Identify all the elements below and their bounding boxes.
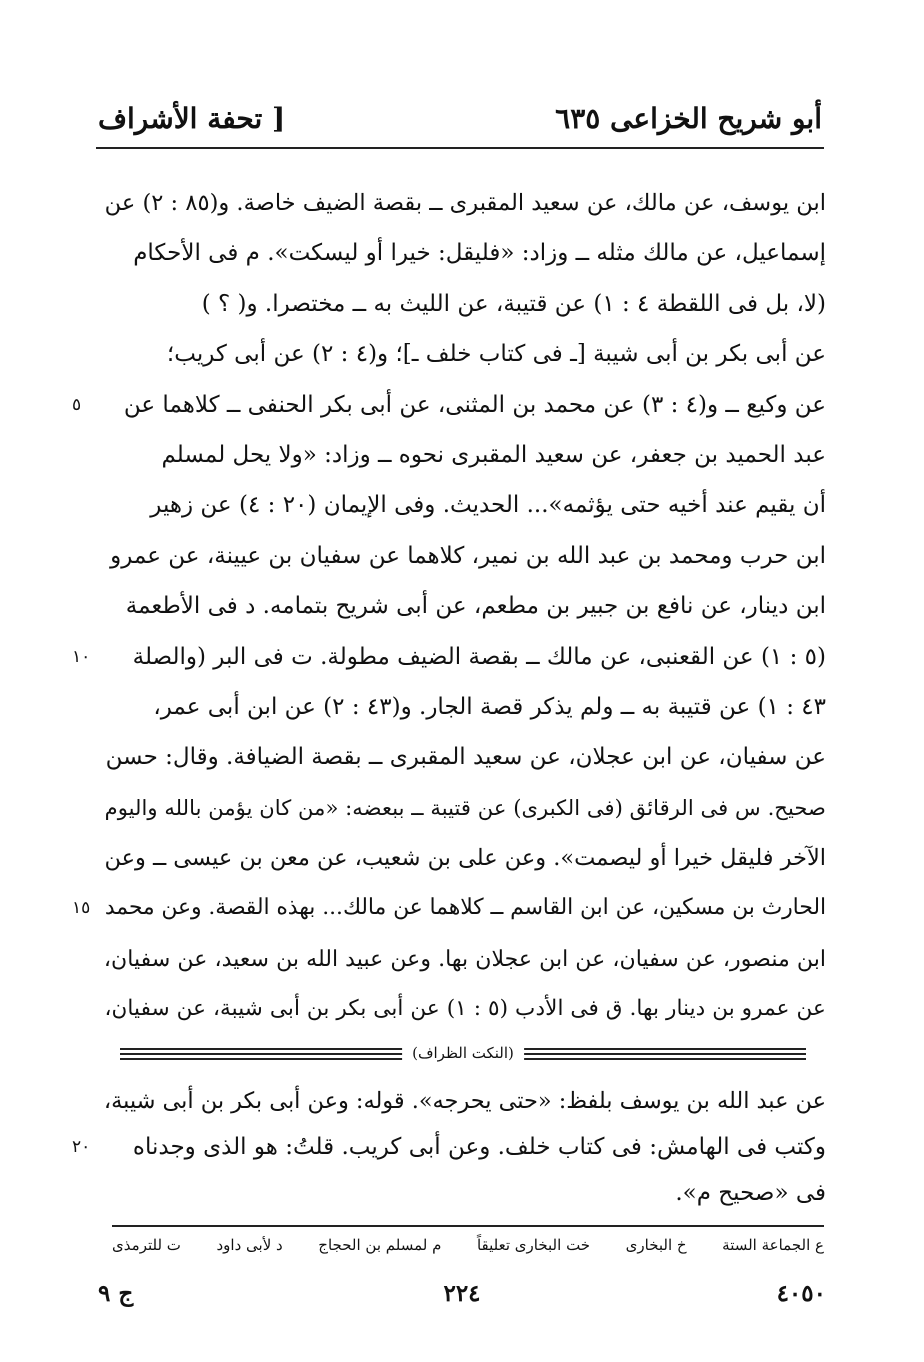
main-text [72,178,826,1035]
line-text: (٥ : ١) عن القعنبى، عن مالك ــ بقصة الضيف مطولة. ت فى البر (والصلة [132,643,826,670]
line-text: عن وكيع ــ و(٤ : ٣) عن محمد بن المثنى، عن أبى بكر الحنفى ــ كلاهما عن [123,391,826,418]
text-line [96,1078,826,1124]
line-text: صحيح. س فى الرقائق (فى الكبرى) عن قتيبة ــ ببعضه: «من كان يؤمن بالله واليوم [104,794,826,820]
line-text: (لا، بل فى اللقطة ٤ : ١) عن قتيبة، عن الليث به ــ مختصرا. و( ؟ ) [201,290,826,317]
notes-text [72,1078,826,1216]
abbreviation-item: خت البخارى تعليقاً [476,1236,591,1254]
header-entry-title: أبو شريح الخزاعى ٦٣٥ [555,102,822,135]
line-number: ٢٠ [72,1137,91,1157]
line-text: وكتب فى الهامش: فى كتاب خلف. وعن أبى كريب. قلتُ: هو الذى وجدناه [132,1134,826,1160]
text-line [96,430,826,480]
abbreviation-item: م لمسلم بن الحجاج [318,1236,442,1254]
text-line [96,934,826,984]
abbreviation-item: ع الجماعة الستة [722,1236,824,1254]
text-line [96,178,826,228]
abbreviation-item: ت للترمذى [112,1236,181,1254]
line-text: الحارث بن مسكين، عن ابن القاسم ــ كلاهما عن مالك... بهذه القصة. وعن محمد [104,895,826,921]
running-header [98,102,822,142]
text-line [96,984,826,1034]
line-text: ابن منصور، عن سفيان، عن ابن عجلان بها. وعن عبيد الله بن سعيد، عن سفيان، [103,945,826,972]
line-text: إسماعيل، عن مالك مثله ــ وزاد: «فليقل: خيرا أو ليسكت». م فى الأحكام [133,240,826,267]
line-number: ١٥ [72,898,91,919]
divider-label: (النكت الظراف) [402,1042,524,1064]
line-text: ابن يوسف، عن مالك، عن سعيد المقبرى ــ بقصة الضيف خاصة. و(٨٥ : ٢) عن [104,190,826,216]
text-line [96,732,826,782]
header-rule [96,147,824,149]
text-line [96,783,826,833]
line-text: عن أبى بكر بن أبى شيبة [ـ فى كتاب خلف ـ]؛ و(٤ : ٢) عن أبى كريب؛ [166,341,826,368]
line-text: ٤٣ : ١) عن قتيبة به ــ ولم يذكر قصة الجار. و(٤٣ : ٢) عن ابن أبى عمر، [153,693,826,720]
line-text: الآخر فليقل خيرا أو ليصمت». وعن على بن شعيب، عن معن بن عيسى ــ وعن [104,845,826,872]
text-line [96,480,826,530]
hadith-number: ٤٠٥٠ [776,1280,826,1307]
text-line [96,228,826,278]
text-line [96,833,826,883]
line-text: عن سفيان، عن ابن عجلان، عن سعيد المقبرى ــ بقصة الضيافة. وقال: حسن [105,744,826,771]
line-number: ٥ [72,394,82,415]
header-book-title: [ تحفة الأشراف [98,102,286,135]
footnote-rule [112,1225,824,1227]
text-line [96,1170,826,1216]
text-line [96,279,826,329]
text-line [96,531,826,581]
line-text: عبد الحميد بن جعفر، عن سعيد المقبرى نحوه ــ وزاد: «ولا يحل لمسلم [161,441,826,468]
line-number: ١٠ [72,646,91,667]
line-text: فى «صحيح م». [675,1180,826,1206]
abbreviation-item: د لأبى داود [216,1236,283,1254]
section-divider [120,1042,806,1064]
page-number: ٢٢٤ [443,1280,481,1307]
abbreviations-key [112,1236,824,1262]
text-line [96,329,826,379]
line-text: أن يقيم عند أخيه حتى يؤثمه»... الحديث. وفى الإيمان (٢٠ : ٤) عن زهير [150,492,826,519]
text-line [96,682,826,732]
text-line [72,883,826,933]
line-text: ابن حرب ومحمد بن عبد الله بن نمير، كلاهما عن سفيان بن عيينة، عن عمرو [110,542,826,569]
abbreviation-item: خ البخارى [625,1236,687,1254]
volume-number: ج ٩ [98,1280,134,1307]
line-text: ابن دينار، عن نافع بن جبير بن مطعم، عن أبى شريح بتمامه. د فى الأطعمة [125,593,826,620]
text-line [72,1124,826,1170]
line-text: عن عمرو بن دينار بها. ق فى الأدب (٥ : ١) عن أبى بكر بن أبى شيبة، عن سفيان، [104,996,826,1022]
text-line [96,581,826,631]
text-line [72,380,826,430]
page-footer [98,1280,826,1316]
text-line [72,632,826,682]
line-text: عن عبد الله بن يوسف بلفظ: «حتى يحرجه». قوله: وعن أبى بكر بن أبى شيبة، [103,1088,826,1114]
